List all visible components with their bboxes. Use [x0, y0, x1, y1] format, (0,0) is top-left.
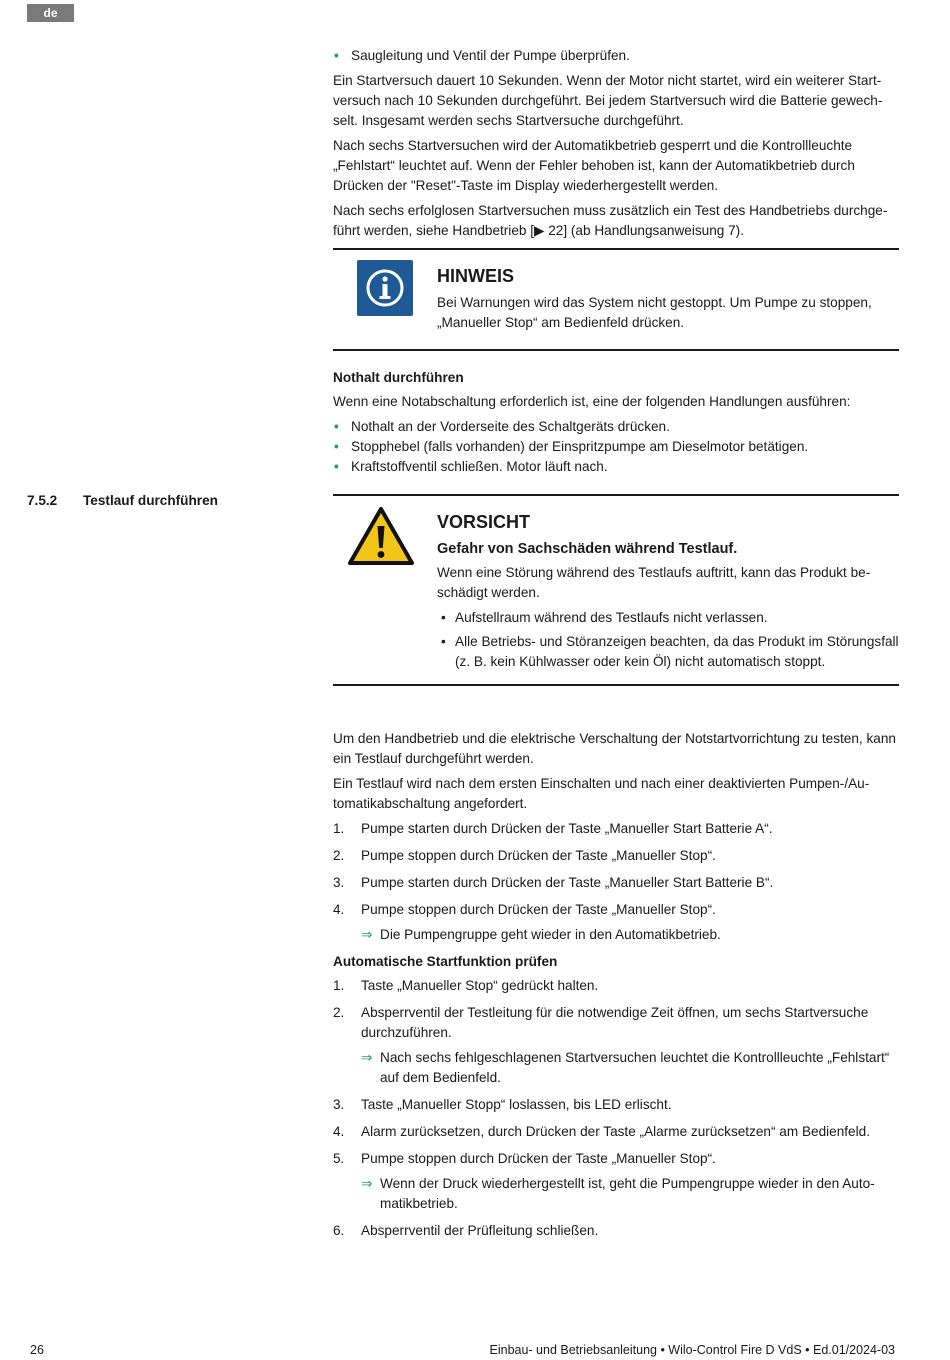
step-item: 3. Pumpe starten durch Drücken der Taste „Manueller Start Batterie B“. [333, 875, 774, 890]
list-item: • Stopphebel (falls vorhanden) der Einspritzpumpe am Dieselmotor betätigen. [334, 439, 809, 454]
nothalt-heading: Nothalt durchführen [333, 370, 464, 385]
warning-triangle-icon [347, 506, 415, 566]
step-item: 4. Pumpe stoppen durch Drücken der Taste „Manueller Stop“. ⇒ Die Pumpengruppe geht wieder in den Automatikbetrieb. [333, 900, 899, 945]
result-arrow-icon: ⇒ [361, 1050, 373, 1065]
page-number: 26 [30, 1343, 44, 1357]
intro-list [333, 46, 899, 66]
step-item: 2. Pumpe stoppen durch Drücken der Taste „Manueller Stop“. [333, 848, 716, 863]
section-title: Testlauf durchführen [83, 493, 218, 508]
list-item: • Saugleitung und Ventil der Pumpe überprüfen. [334, 48, 630, 63]
section-number: 7.5.2 [27, 493, 58, 508]
paragraph: Wenn eine Notabschaltung erforderlich ist, eine der folgenden Handlungen ausführen: [333, 394, 851, 409]
step-result: ⇒ Die Pumpengruppe geht wieder in den Automatikbetrieb. [361, 925, 899, 945]
intro-block [333, 46, 899, 246]
hinweis-title: HINWEIS [437, 266, 515, 286]
hinweis-text: Bei Warnungen wird das System nicht gestoppt. Um Pumpe zu stoppen, „Manueller Stop“ am Bedienfeld drücken. [437, 295, 872, 330]
step-item: 3. Taste „Manueller Stopp“ loslassen, bis LED erlischt. [333, 1097, 672, 1112]
result-arrow-icon: ⇒ [361, 1176, 373, 1191]
step-item: 1. Taste „Manueller Stop“ gedrückt halten. [333, 978, 599, 993]
list-item: • Nothalt an der Vorderseite des Schaltgeräts drücken. [334, 419, 670, 434]
step-result: ⇒ Nach sechs fehlgeschlagenen Startversuchen leuchtet die Kontrollleuchte „Fehlstart“ auf dem Bedienfeld. [361, 1050, 890, 1085]
paragraph: Nach sechs Startversuchen wird der Automatikbetrieb gesperrt und die Kontrollleuchte „Fehlstart“ leuchtet auf. Wenn der Fehler behoben ist, kann der Automatikbetrieb durch Drücken der "Reset"-Taste im Display wiederhergestellt werden. [333, 138, 855, 193]
step-item: 2. Absperrventil der Testleitung für die notwendige Zeit öffnen, um sechs Startversuche durchzuführen. ⇒ Nach sechs fehlgeschlagenen Startversuchen leuchtet die Kontrollleuchte „Fehlstart“ auf dem Bedienfeld. [333, 1003, 899, 1088]
vorsicht-subtitle: Gefahr von Sachschäden während Testlauf. [437, 541, 738, 557]
language-tag: de [27, 4, 74, 22]
testlauf-block [333, 729, 899, 1248]
vorsicht-title: VORSICHT [437, 512, 531, 532]
autostart-steps [333, 976, 899, 1241]
vorsicht-text: Wenn eine Störung während des Testlaufs auftritt, kann das Produkt beschädigt werden. [437, 565, 871, 600]
list-item: • Alle Betriebs- und Störanzeigen beachten, da das Produkt im Störungsfall (z. B. kein Kühlwasser oder kein Öl) nicht automatisch stoppt. [441, 634, 899, 669]
step-item: 6. Absperrventil der Prüfleitung schließen. [333, 1223, 599, 1238]
nothalt-list [333, 417, 899, 477]
step-result: ⇒ Wenn der Druck wiederhergestellt ist, geht die Pumpengruppe wieder in den Automatikbetrieb. [361, 1176, 875, 1211]
paragraph: Nach sechs erfolglosen Startversuchen muss zusätzlich ein Test des Handbetriebs durchgeführt werden, siehe Handbetrieb [▶ 22] (ab Handlungsanweisung 7). [333, 203, 888, 238]
result-arrow-icon: ⇒ [361, 927, 373, 942]
list-item: • Aufstellraum während des Testlaufs nicht verlassen. [441, 610, 768, 625]
nothalt-block [333, 368, 899, 482]
paragraph: Ein Testlauf wird nach dem ersten Einschalten und nach einer deaktivierten Pumpen-/Automatikabschaltung angefordert. [333, 776, 870, 811]
divider [333, 684, 899, 686]
autostart-heading: Automatische Startfunktion prüfen [333, 954, 558, 969]
vorsicht-box [333, 494, 899, 686]
step-item: 1. Pumpe starten durch Drücken der Taste „Manueller Start Batterie A“. [333, 821, 773, 836]
step-item: 4. Alarm zurücksetzen, durch Drücken der Taste „Alarme zurücksetzen“ am Bedienfeld. [333, 1124, 870, 1139]
divider [333, 349, 899, 351]
paragraph: Um den Handbetrieb und die elektrische Verschaltung der Notstartvorrichtung zu testen, kann ein Testlauf durchgeführt werden. [333, 731, 896, 766]
vorsicht-list [437, 608, 899, 672]
testlauf-steps [333, 819, 899, 945]
step-item: 5. Pumpe stoppen durch Drücken der Taste „Manueller Stop“. ⇒ Wenn der Druck wiederhergestellt ist, geht die Pumpengruppe wieder in den Automatikbetrieb. [333, 1149, 899, 1214]
list-item: • Kraftstoffventil schließen. Motor läuft nach. [334, 459, 608, 474]
hinweis-box [333, 248, 899, 351]
paragraph: Ein Startversuch dauert 10 Sekunden. Wenn der Motor nicht startet, wird ein weiterer Startversuch nach 10 Sekunden durchgeführt. Bei jedem Startversuch wird die Batterie gewechselt. Insgesamt werden sechs Startversuche durchgeführt. [333, 73, 883, 128]
info-icon [357, 260, 413, 316]
document-title: Einbau- und Betriebsanleitung • Wilo-Control Fire D VdS • Ed.01/2024-03 [489, 1343, 895, 1357]
